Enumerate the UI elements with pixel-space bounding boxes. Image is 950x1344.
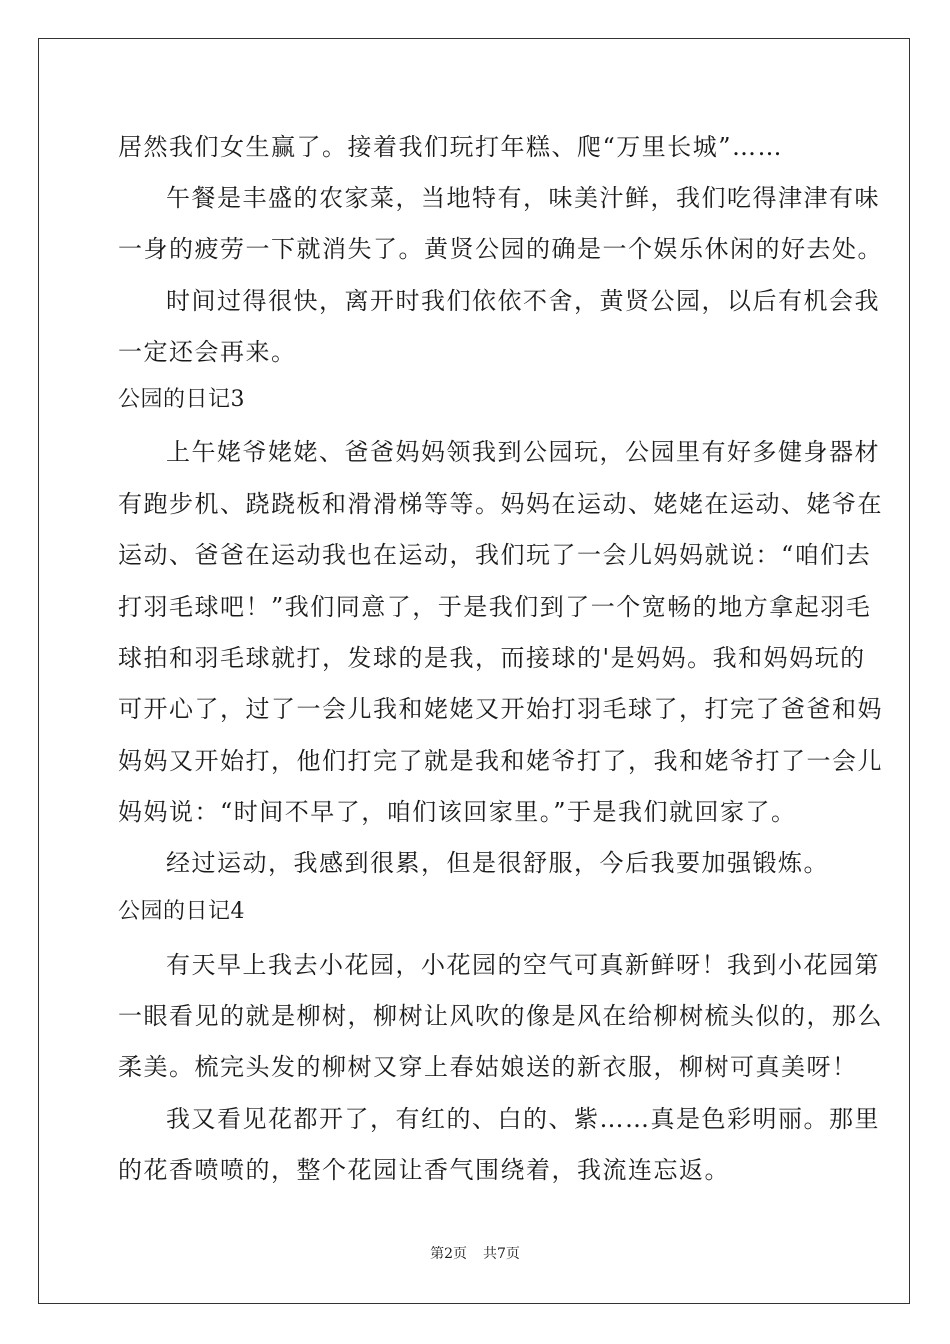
body-text-line: 妈妈说：“时间不早了，咱们该回家里。”于是我们就回家了。 — [118, 798, 797, 826]
paragraph-line: 上午姥爷姥姥、爸爸妈妈领我到公园玩，公园里有好多健身器材 — [166, 438, 880, 466]
body-text-line: 一眼看见的就是柳树，柳树让风吹的像是风在给柳树梳头似的，那么 — [118, 1002, 883, 1030]
page-footer — [0, 1244, 950, 1264]
paragraph-line: 经过运动，我感到很累，但是很舒服，今后我要加强锻炼。 — [166, 849, 829, 877]
body-text-line: 可开心了，过了一会儿我和姥姥又开始打羽毛球了，打完了爸爸和妈 — [118, 695, 883, 723]
body-text-line: 有跑步机、跷跷板和滑滑梯等等。妈妈在运动、姥姥在运动、姥爷在 — [118, 490, 883, 518]
paragraph-line: 午餐是丰盛的农家菜，当地特有，味美汁鲜，我们吃得津津有味 — [166, 184, 880, 212]
body-text-line: 球拍和羽毛球就打，发球的是我，而接球的'是妈妈。我和妈妈玩的 — [118, 644, 866, 672]
body-text-line: 柔美。梳完头发的柳树又穿上春姑娘送的新衣服，柳树可真美呀！ — [118, 1053, 858, 1081]
body-text-line: 打羽毛球吧！”我们同意了，于是我们到了一个宽畅的地方拿起羽毛 — [118, 593, 872, 621]
paragraph-line: 有天早上我去小花园，小花园的空气可真新鲜呀！我到小花园第 — [166, 951, 880, 979]
paragraph-line: 时间过得很快，离开时我们依依不舍，黄贤公园，以后有机会我 — [166, 287, 880, 315]
body-text-line: 妈妈又开始打，他们打完了就是我和姥爷打了，我和姥爷打了一会儿 — [118, 747, 883, 775]
body-text-line: 的花香喷喷的，整个花园让香气围绕着，我流连忘返。 — [118, 1156, 730, 1184]
section-heading: 公园的日记4 — [118, 899, 245, 924]
body-text-line: 一定还会再来。 — [118, 338, 297, 366]
paragraph-line: 我又看见花都开了，有红的、白的、紫……真是色彩明丽。那里 — [166, 1105, 880, 1133]
body-text-line: 运动、爸爸在运动我也在运动，我们玩了一会儿妈妈就说：“咱们去 — [118, 541, 872, 569]
page-total: 共7页 — [483, 1246, 520, 1262]
section-heading: 公园的日记3 — [118, 387, 245, 412]
body-text-line: 一身的疲劳一下就消失了。黄贤公园的确是一个娱乐休闲的好去处。 — [118, 235, 883, 263]
body-text-line: 居然我们女生赢了。接着我们玩打年糕、爬“万里长城”…… — [118, 133, 784, 161]
page-number: 第2页 — [430, 1246, 467, 1262]
